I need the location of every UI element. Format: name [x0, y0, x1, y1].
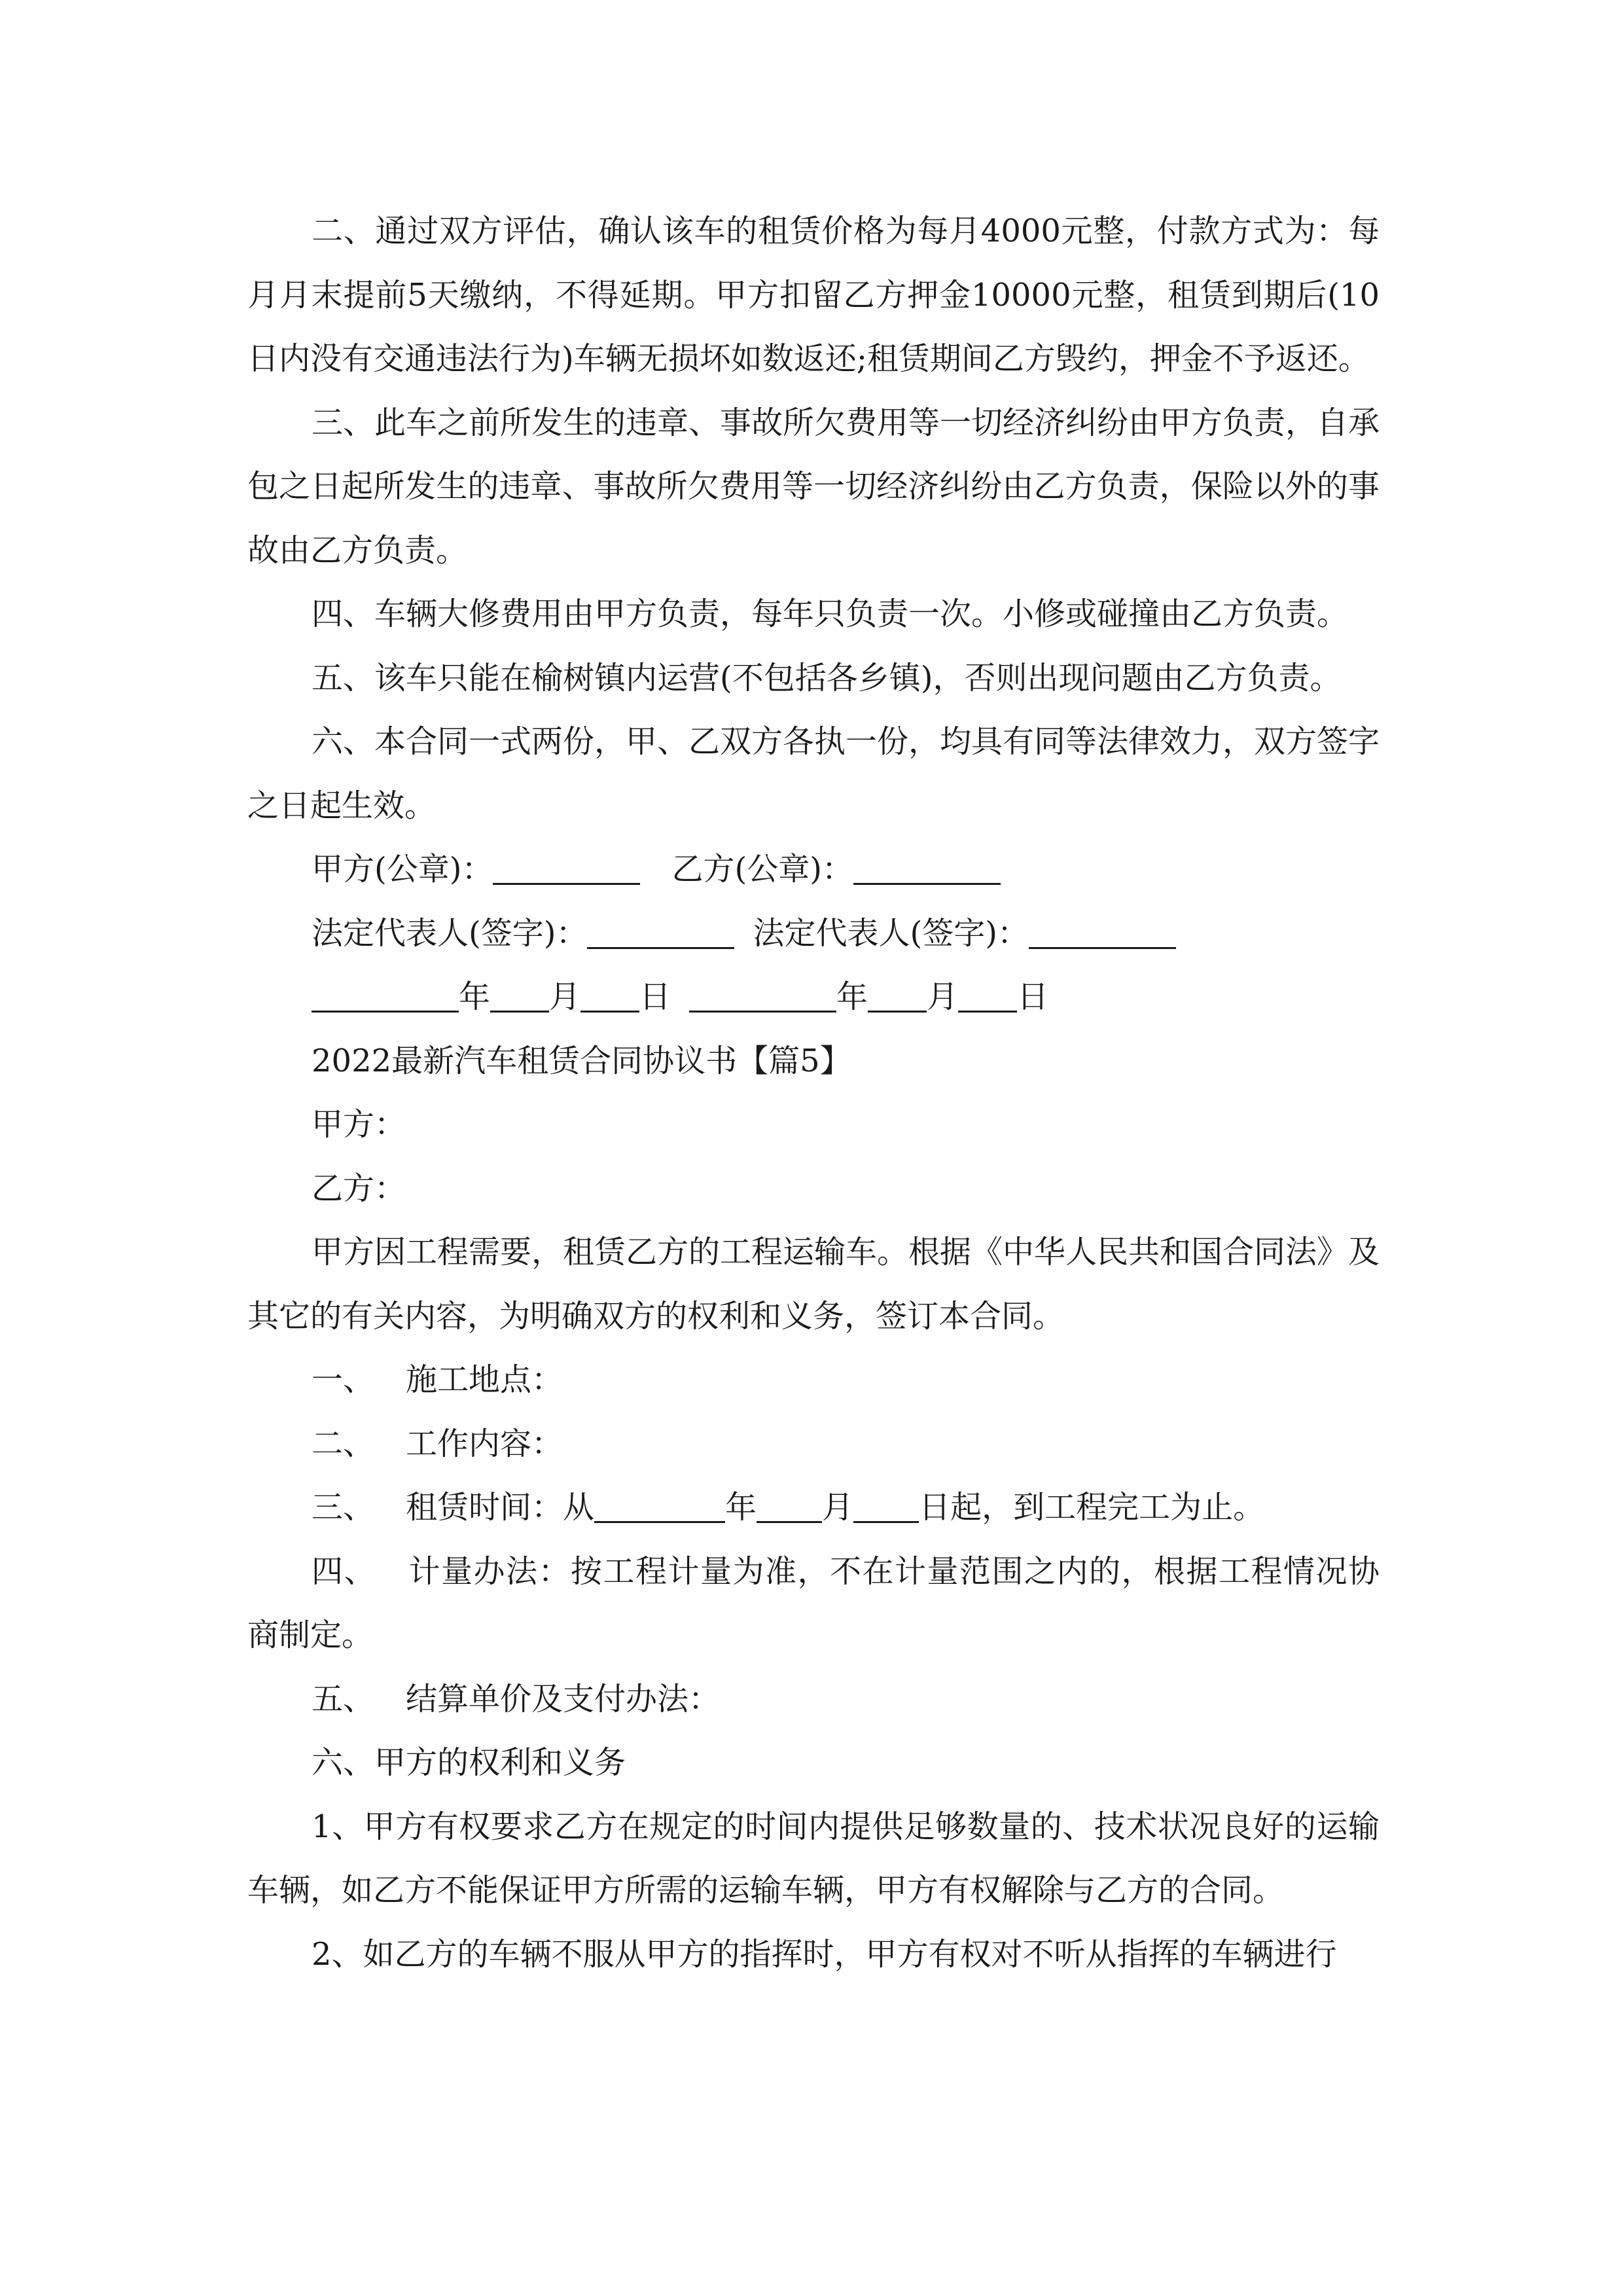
- date-a-month-blank[interactable]: [490, 973, 549, 1013]
- item-2-text: 工作内容：: [406, 1425, 563, 1462]
- party-b-seal-blank[interactable]: [853, 845, 1001, 885]
- clause-4-paragraph: 四、车辆大修费用由甲方负责，每年只负责一次。小修或碰撞由乙方负责。: [312, 596, 1349, 632]
- clause-5-paragraph: 五、该车只能在榆树镇内运营(不包括各乡镇)，否则出现问题由乙方负责。: [312, 659, 1342, 696]
- item-4-text: 计量办法：按工程计量为准，不在计量范围之内的，根据工程情况协商制定。: [247, 1552, 1380, 1653]
- item-3-month-blank[interactable]: [757, 1483, 822, 1523]
- item-3-prefix: 租赁时间：从: [406, 1489, 595, 1526]
- item-3-day-blank[interactable]: [853, 1483, 919, 1523]
- item-4: [247, 1540, 1380, 1668]
- rep-a-label: 法定代表人(签字)：: [312, 914, 588, 952]
- item-2: [247, 1412, 1380, 1477]
- party-a-line: 甲方：: [312, 1106, 406, 1143]
- item-3: [247, 1476, 1380, 1540]
- item-3-year-blank[interactable]: [594, 1483, 725, 1523]
- item-3-month: 月: [822, 1489, 854, 1526]
- date-b-day-blank[interactable]: [958, 973, 1017, 1013]
- party-a-seal-label: 甲方(公章)：: [312, 851, 493, 888]
- clause-2-paragraph: 二、通过双方评估，确认该车的租赁价格为每月4000元整，付款方式为：每月月末提前5天缴纳，不得延期。甲方扣留乙方押金10000元整，租赁到期后(10日内没有交通违法行为)车辆无损坏如数返还;租赁期间乙方毁约，押金不予返还。: [247, 213, 1380, 377]
- clause-2b-paragraph: 2、如乙方的车辆不服从甲方的指挥时，甲方有权对不听从指挥的车辆进行: [312, 1935, 1337, 1973]
- item-1-number: 一、: [312, 1361, 375, 1398]
- date-a-year-blank[interactable]: [312, 973, 459, 1013]
- party-a-seal-blank[interactable]: [493, 845, 640, 885]
- clause-1-paragraph: 1、甲方有权要求乙方在规定的时间内提供足够数量的、技术状况良好的运输车辆，如乙方不能保证甲方所需的运输车辆，甲方有权解除与乙方的合同。: [247, 1808, 1380, 1909]
- seal-line: [247, 838, 1380, 902]
- rep-a-blank[interactable]: [587, 909, 734, 949]
- rep-b-blank[interactable]: [1029, 909, 1176, 949]
- party-b-seal-label: 乙方(公章)：: [671, 851, 853, 888]
- date-a-day-blank[interactable]: [580, 973, 639, 1013]
- date-b-year-blank[interactable]: [689, 973, 836, 1013]
- item-1-text: 施工地点：: [406, 1361, 563, 1398]
- section-title: 2022最新汽车租赁合同协议书【篇5】: [312, 1042, 851, 1079]
- clause-6-paragraph: 六、本合同一式两份，甲、乙双方各执一份，均具有同等法律效力，双方签字之日起生效。: [247, 723, 1380, 824]
- date-line: [247, 965, 1380, 1030]
- date-b-day: 日: [1017, 978, 1049, 1015]
- date-b-year: 年: [836, 978, 868, 1015]
- item-6: 六、甲方的权利和义务: [312, 1744, 626, 1781]
- party-b-line: 乙方：: [312, 1170, 406, 1207]
- item-5-number: 五、: [312, 1680, 375, 1717]
- date-a-day: 日: [639, 978, 671, 1015]
- clause-3-paragraph: 三、此车之前所发生的违章、事故所欠费用等一切经济纠纷由甲方负责，自承包之日起所发生的违章、事故所欠费用等一切经济纠纷由乙方负责，保险以外的事故由乙方负责。: [247, 404, 1380, 569]
- intro-paragraph: 甲方因工程需要，租赁乙方的工程运输车。根据《中华人民共和国合同法》及其它的有关内容，为明确双方的权利和义务，签订本合同。: [247, 1234, 1380, 1335]
- item-5: [247, 1668, 1380, 1732]
- item-1: [247, 1348, 1380, 1412]
- item-5-text: 结算单价及支付办法：: [406, 1680, 721, 1717]
- item-3-day-suffix: 日起，到工程完工为止。: [919, 1489, 1265, 1526]
- date-a-month: 月: [549, 978, 581, 1015]
- representative-line: [247, 902, 1380, 966]
- item-2-number: 二、: [312, 1425, 375, 1462]
- date-b-month-blank[interactable]: [868, 973, 927, 1013]
- date-b-month: 月: [927, 978, 959, 1015]
- item-3-year: 年: [725, 1489, 757, 1526]
- item-3-number: 三、: [312, 1489, 375, 1526]
- item-4-number: 四、: [312, 1552, 376, 1590]
- date-a-year: 年: [459, 978, 491, 1015]
- document-body: [247, 200, 1380, 1986]
- rep-b-label: 法定代表人(签字)：: [753, 914, 1029, 952]
